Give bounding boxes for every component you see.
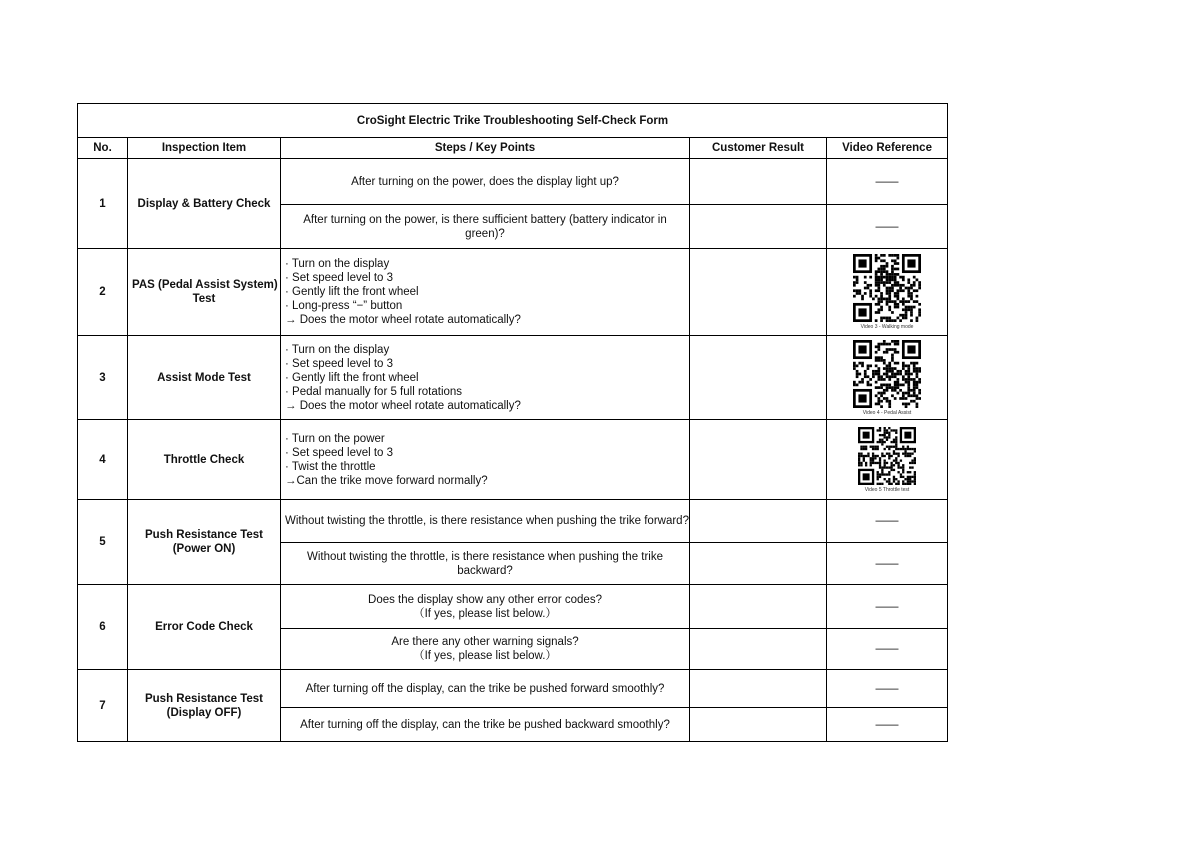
steps-list <box>281 336 690 420</box>
qr-caption: Video 3 - Walking mode <box>860 324 914 330</box>
step-line: backward? <box>457 564 513 577</box>
step-text <box>281 708 690 742</box>
qr-code-icon[interactable] <box>851 340 923 408</box>
qr-caption: Video 5 Throttle test <box>864 486 910 493</box>
inspection-item-line: Push Resistance Test <box>144 529 264 541</box>
header-no: No. <box>78 138 128 159</box>
step-line: · Set speed level to 3 <box>285 446 394 459</box>
steps-list <box>281 420 690 500</box>
step-line: · Turn on the display <box>285 343 390 356</box>
step-line: · Gently lift the front wheel <box>285 286 419 298</box>
customer-result-cell[interactable] <box>690 249 827 336</box>
inspection-item: Assist Mode Test <box>128 336 281 420</box>
step-line: Without twisting the throttle, is there resistance when pushing the trike forward? <box>285 515 689 527</box>
customer-result-cell[interactable] <box>690 670 827 708</box>
qr-code-icon[interactable] <box>855 427 919 485</box>
row-number: 4 <box>78 420 128 500</box>
header-inspection-item: Inspection Item <box>128 138 281 159</box>
step-text <box>281 670 690 708</box>
row-number: 5 <box>78 500 128 585</box>
self-check-form <box>77 103 948 742</box>
step-line: （If yes, please list below.） <box>413 607 557 620</box>
step-line: · Twist the throttle <box>285 460 376 473</box>
video-reference-dash: —— <box>827 543 948 585</box>
steps-list <box>281 249 690 336</box>
video-reference-dash: —— <box>827 500 948 543</box>
step-line: Are there any other warning signals? <box>391 636 579 648</box>
step-line: Without twisting the throttle, is there resistance when pushing the trike <box>306 550 664 563</box>
header-customer-result: Customer Result <box>690 138 827 159</box>
inspection-item: Error Code Check <box>128 585 281 670</box>
customer-result-cell[interactable] <box>690 543 827 585</box>
step-text <box>281 500 690 543</box>
step-text: After turning on the power, does the display light up? <box>281 159 690 205</box>
table-row <box>78 420 948 500</box>
video-reference-dash: —— <box>827 159 948 205</box>
inspection-item-line: PAS (Pedal Assist System) <box>132 279 278 291</box>
inspection-item-line: (Power ON) <box>172 543 236 555</box>
customer-result-cell[interactable] <box>690 205 827 249</box>
row-number: 7 <box>78 670 128 742</box>
qr-caption: Video 4 - Pedal Assist <box>862 409 912 416</box>
header-steps: Steps / Key Points <box>281 138 690 159</box>
customer-result-cell[interactable] <box>690 159 827 205</box>
step-text <box>281 629 690 670</box>
video-reference-qr[interactable] <box>827 336 948 420</box>
inspection-item: Throttle Check <box>128 420 281 500</box>
inspection-item-line: Test <box>192 293 216 305</box>
step-line: After turning off the display, can the trike be pushed forward smoothly? <box>305 682 665 695</box>
table-row <box>78 670 948 708</box>
inspection-item <box>128 249 281 336</box>
inspection-item: Display & Battery Check <box>128 159 281 249</box>
row-number: 1 <box>78 159 128 249</box>
qr-code-icon[interactable] <box>851 254 923 322</box>
table-row <box>78 159 948 205</box>
table-row <box>78 336 948 420</box>
table-row <box>78 500 948 543</box>
video-reference-dash: —— <box>827 585 948 629</box>
table-row <box>78 585 948 629</box>
step-text <box>281 585 690 629</box>
inspection-item-line: Push Resistance Test <box>144 692 264 705</box>
customer-result-cell[interactable] <box>690 708 827 742</box>
table-row <box>78 249 948 336</box>
customer-result-cell[interactable] <box>690 420 827 500</box>
row-number: 2 <box>78 249 128 336</box>
video-reference-dash: —— <box>827 629 948 670</box>
step-text <box>281 543 690 585</box>
video-reference-dash: —— <box>827 670 948 708</box>
step-text: After turning on the power, is there sufficient battery (battery indicator in green)? <box>281 205 690 249</box>
row-number: 3 <box>78 336 128 420</box>
video-reference-qr[interactable] <box>827 420 948 500</box>
step-line: · Long-press “−” button <box>285 300 403 312</box>
video-reference-dash: —— <box>827 205 948 249</box>
row-number: 6 <box>78 585 128 670</box>
step-line: · Pedal manually for 5 full rotations <box>285 385 463 398</box>
inspection-item-line: (Display OFF) <box>166 706 242 719</box>
video-reference-dash: —— <box>827 708 948 742</box>
video-reference-qr[interactable] <box>827 249 948 336</box>
step-line: · Set speed level to 3 <box>285 357 394 370</box>
step-line: · Turn on the power <box>285 432 385 445</box>
customer-result-cell[interactable] <box>690 585 827 629</box>
inspection-item <box>128 500 281 585</box>
customer-result-cell[interactable] <box>690 629 827 670</box>
form-title: CroSight Electric Trike Troubleshooting Self-Check Form <box>78 104 948 138</box>
customer-result-cell[interactable] <box>690 500 827 543</box>
step-line: Does the display show any other error codes? <box>368 593 602 606</box>
step-line: After turning off the display, can the trike be pushed backward smoothly? <box>300 718 670 731</box>
step-line: · Gently lift the front wheel <box>285 371 419 384</box>
inspection-item <box>128 670 281 742</box>
step-line: · Set speed level to 3 <box>285 272 394 284</box>
step-line: → Does the motor wheel rotate automatically? <box>285 399 521 412</box>
header-video-reference: Video Reference <box>827 138 948 159</box>
step-line: （If yes, please list below.） <box>413 650 557 662</box>
step-line: →Can the trike move forward normally? <box>285 474 488 487</box>
step-line: → Does the motor wheel rotate automatically? <box>285 314 521 326</box>
customer-result-cell[interactable] <box>690 336 827 420</box>
step-line: · Turn on the display <box>285 258 390 270</box>
